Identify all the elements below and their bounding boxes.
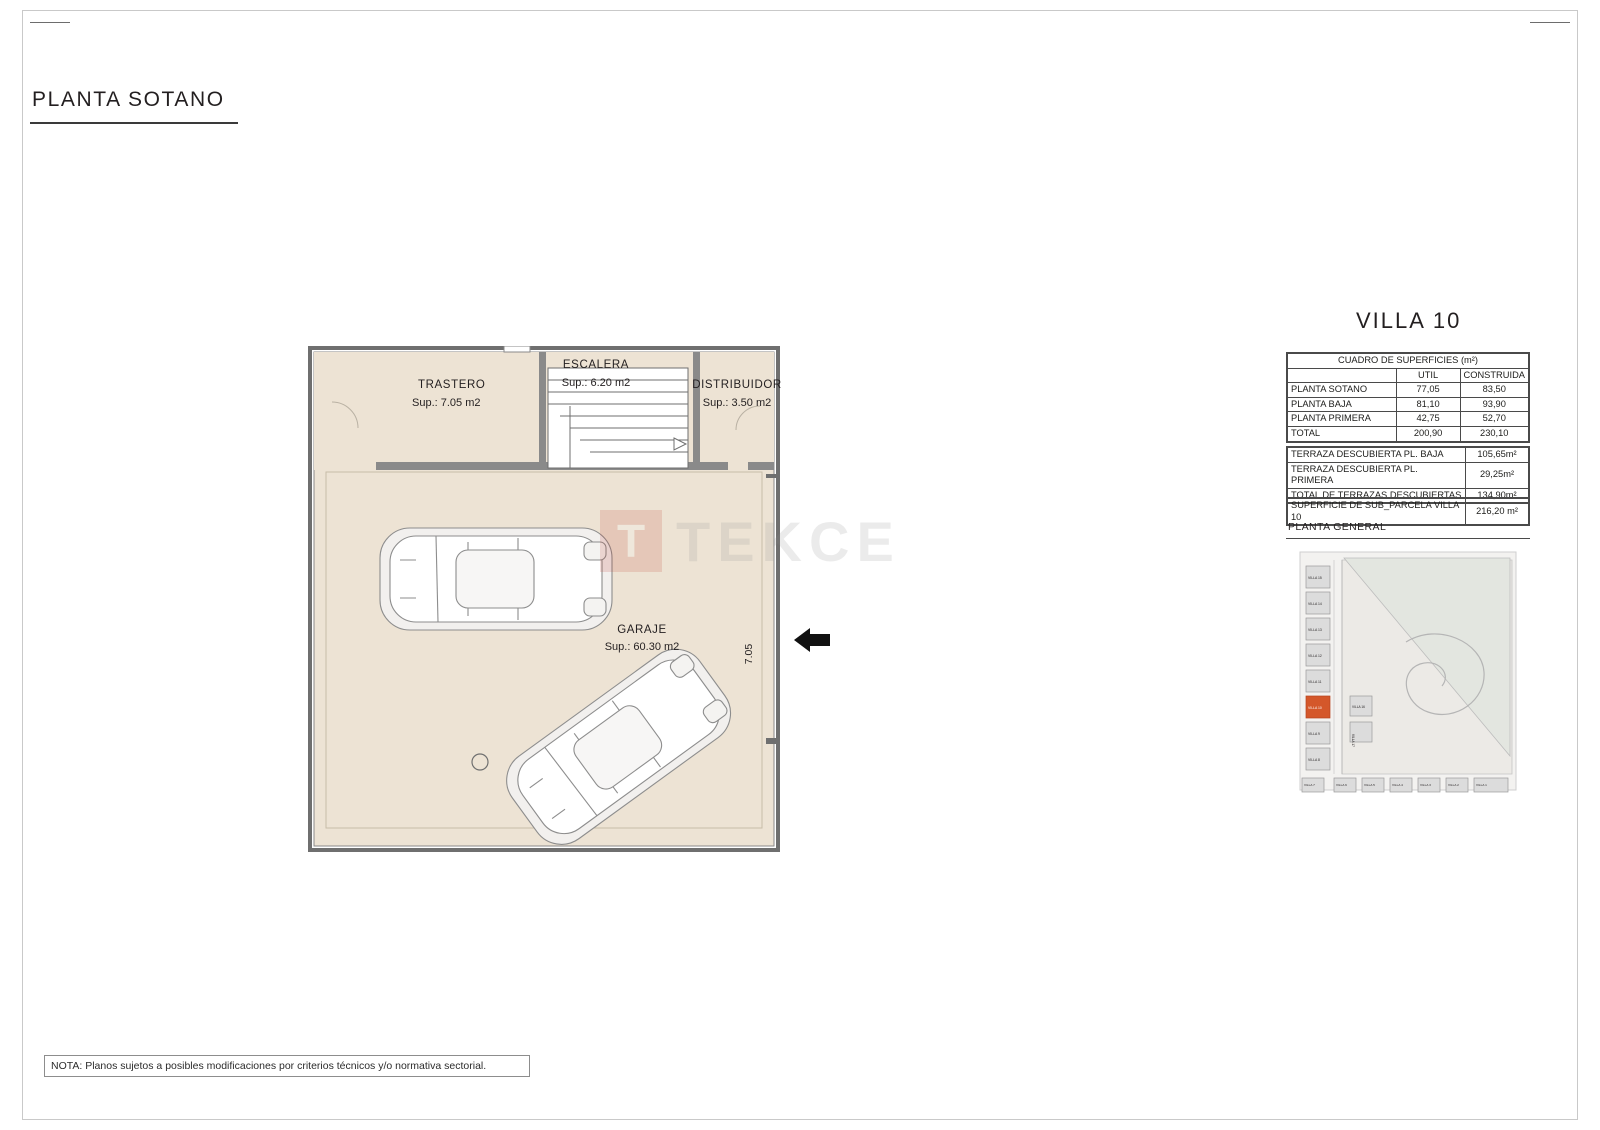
svg-text:VILLA 4: VILLA 4 (1392, 783, 1403, 787)
svg-text:VILLA 5: VILLA 5 (1364, 783, 1375, 787)
table-row (1288, 412, 1529, 427)
row-label: TOTAL DE TERRAZAS DESCUBIERTAS (1288, 488, 1466, 503)
svg-text:VILLA 11: VILLA 11 (1308, 680, 1322, 684)
svg-text:VILLA 13: VILLA 13 (1308, 628, 1322, 632)
site-plan-label: PLANTA GENERAL (1288, 521, 1387, 533)
room-area-escalera: Sup.: 6.20 m2 (561, 377, 631, 389)
surface-table-col-blank (1288, 368, 1397, 383)
site-plan-thumbnail (1286, 546, 1530, 796)
table-row (1288, 448, 1529, 463)
room-label-trastero: TRASTERO (418, 379, 486, 391)
entrance-arrow-icon (790, 622, 834, 658)
terraces-table (1286, 446, 1530, 504)
page-title: PLANTA SOTANO (32, 88, 225, 111)
surface-table-col-construida: CONSTRUIDA (1460, 368, 1528, 383)
surface-table-col-util: UTIL (1396, 368, 1460, 383)
svg-text:VILLA 1: VILLA 1 (1476, 783, 1487, 787)
corner-rule-top-left (30, 22, 70, 23)
room-label-garaje: GARAJE (617, 624, 667, 636)
svg-text:VILLA 6: VILLA 6 (1336, 783, 1347, 787)
row-construida: 230,10 (1460, 427, 1528, 442)
row-value: 216,20 m² (1466, 499, 1529, 525)
surface-table-caption: CUADRO DE SUPERFICIES (m²) (1288, 354, 1529, 369)
row-value: 134,90m² (1466, 488, 1529, 503)
room-label-distribuidor: DISTRIBUIDOR (692, 379, 782, 391)
row-value: 105,65m² (1466, 448, 1529, 463)
row-construida: 93,90 (1460, 397, 1528, 412)
villa-title: VILLA 10 (1356, 308, 1462, 333)
table-row (1288, 383, 1529, 398)
svg-text:VILLA 16: VILLA 16 (1352, 705, 1365, 709)
row-util: 81,10 (1396, 397, 1460, 412)
svg-text:VILLA 2: VILLA 2 (1448, 783, 1459, 787)
row-construida: 83,50 (1460, 383, 1528, 398)
room-area-distribuidor: Sup.: 3.50 m2 (702, 397, 772, 409)
corner-rule-top-right (1530, 22, 1570, 23)
svg-text:VILLA 14: VILLA 14 (1308, 602, 1322, 606)
watermark-text: TEKCE (676, 509, 901, 573)
row-label: TERRAZA DESCUBIERTA PL. BAJA (1288, 448, 1466, 463)
svg-text:VILLA 3: VILLA 3 (1420, 783, 1431, 787)
svg-text:VILLA 17: VILLA 17 (1351, 734, 1355, 747)
table-row (1288, 397, 1529, 412)
svg-text:VILLA 15: VILLA 15 (1308, 576, 1322, 580)
svg-text:VILLA 10: VILLA 10 (1308, 706, 1322, 710)
room-area-trastero: Sup.: 7.05 m2 (412, 397, 481, 409)
svg-text:VILLA 7: VILLA 7 (1304, 783, 1315, 787)
svg-text:VILLA 8: VILLA 8 (1308, 758, 1320, 762)
row-construida: 52,70 (1460, 412, 1528, 427)
row-util: 200,90 (1396, 427, 1460, 442)
table-row-total (1288, 427, 1529, 442)
svg-text:VILLA 12: VILLA 12 (1308, 654, 1322, 658)
row-label: SUPERFICIE DE SUB_PARCELA VILLA 10 (1288, 499, 1466, 525)
table-row (1288, 462, 1529, 488)
dimension-label: 7.05 (743, 643, 755, 665)
surface-table (1286, 352, 1530, 443)
svg-text:VILLA 9: VILLA 9 (1308, 732, 1320, 736)
room-area-garaje: Sup.: 60.30 m2 (604, 641, 680, 653)
page-title-underline (30, 122, 238, 124)
row-label: PLANTA PRIMERA (1288, 412, 1397, 427)
row-label: TERRAZA DESCUBIERTA PL. PRIMERA (1288, 462, 1466, 488)
floor-plan-drawing (308, 346, 798, 854)
row-label: PLANTA SOTANO (1288, 383, 1397, 398)
row-value: 29,25m² (1466, 462, 1529, 488)
room-label-escalera: ESCALERA (562, 359, 630, 371)
footer-note: NOTA: Planos sujetos a posibles modificaciones por criterios técnicos y/o normativa sectorial. (44, 1055, 530, 1077)
row-util: 77,05 (1396, 383, 1460, 398)
row-util: 42,75 (1396, 412, 1460, 427)
row-label: TOTAL (1288, 427, 1397, 442)
site-plan-underline (1286, 538, 1530, 539)
row-label: PLANTA BAJA (1288, 397, 1397, 412)
